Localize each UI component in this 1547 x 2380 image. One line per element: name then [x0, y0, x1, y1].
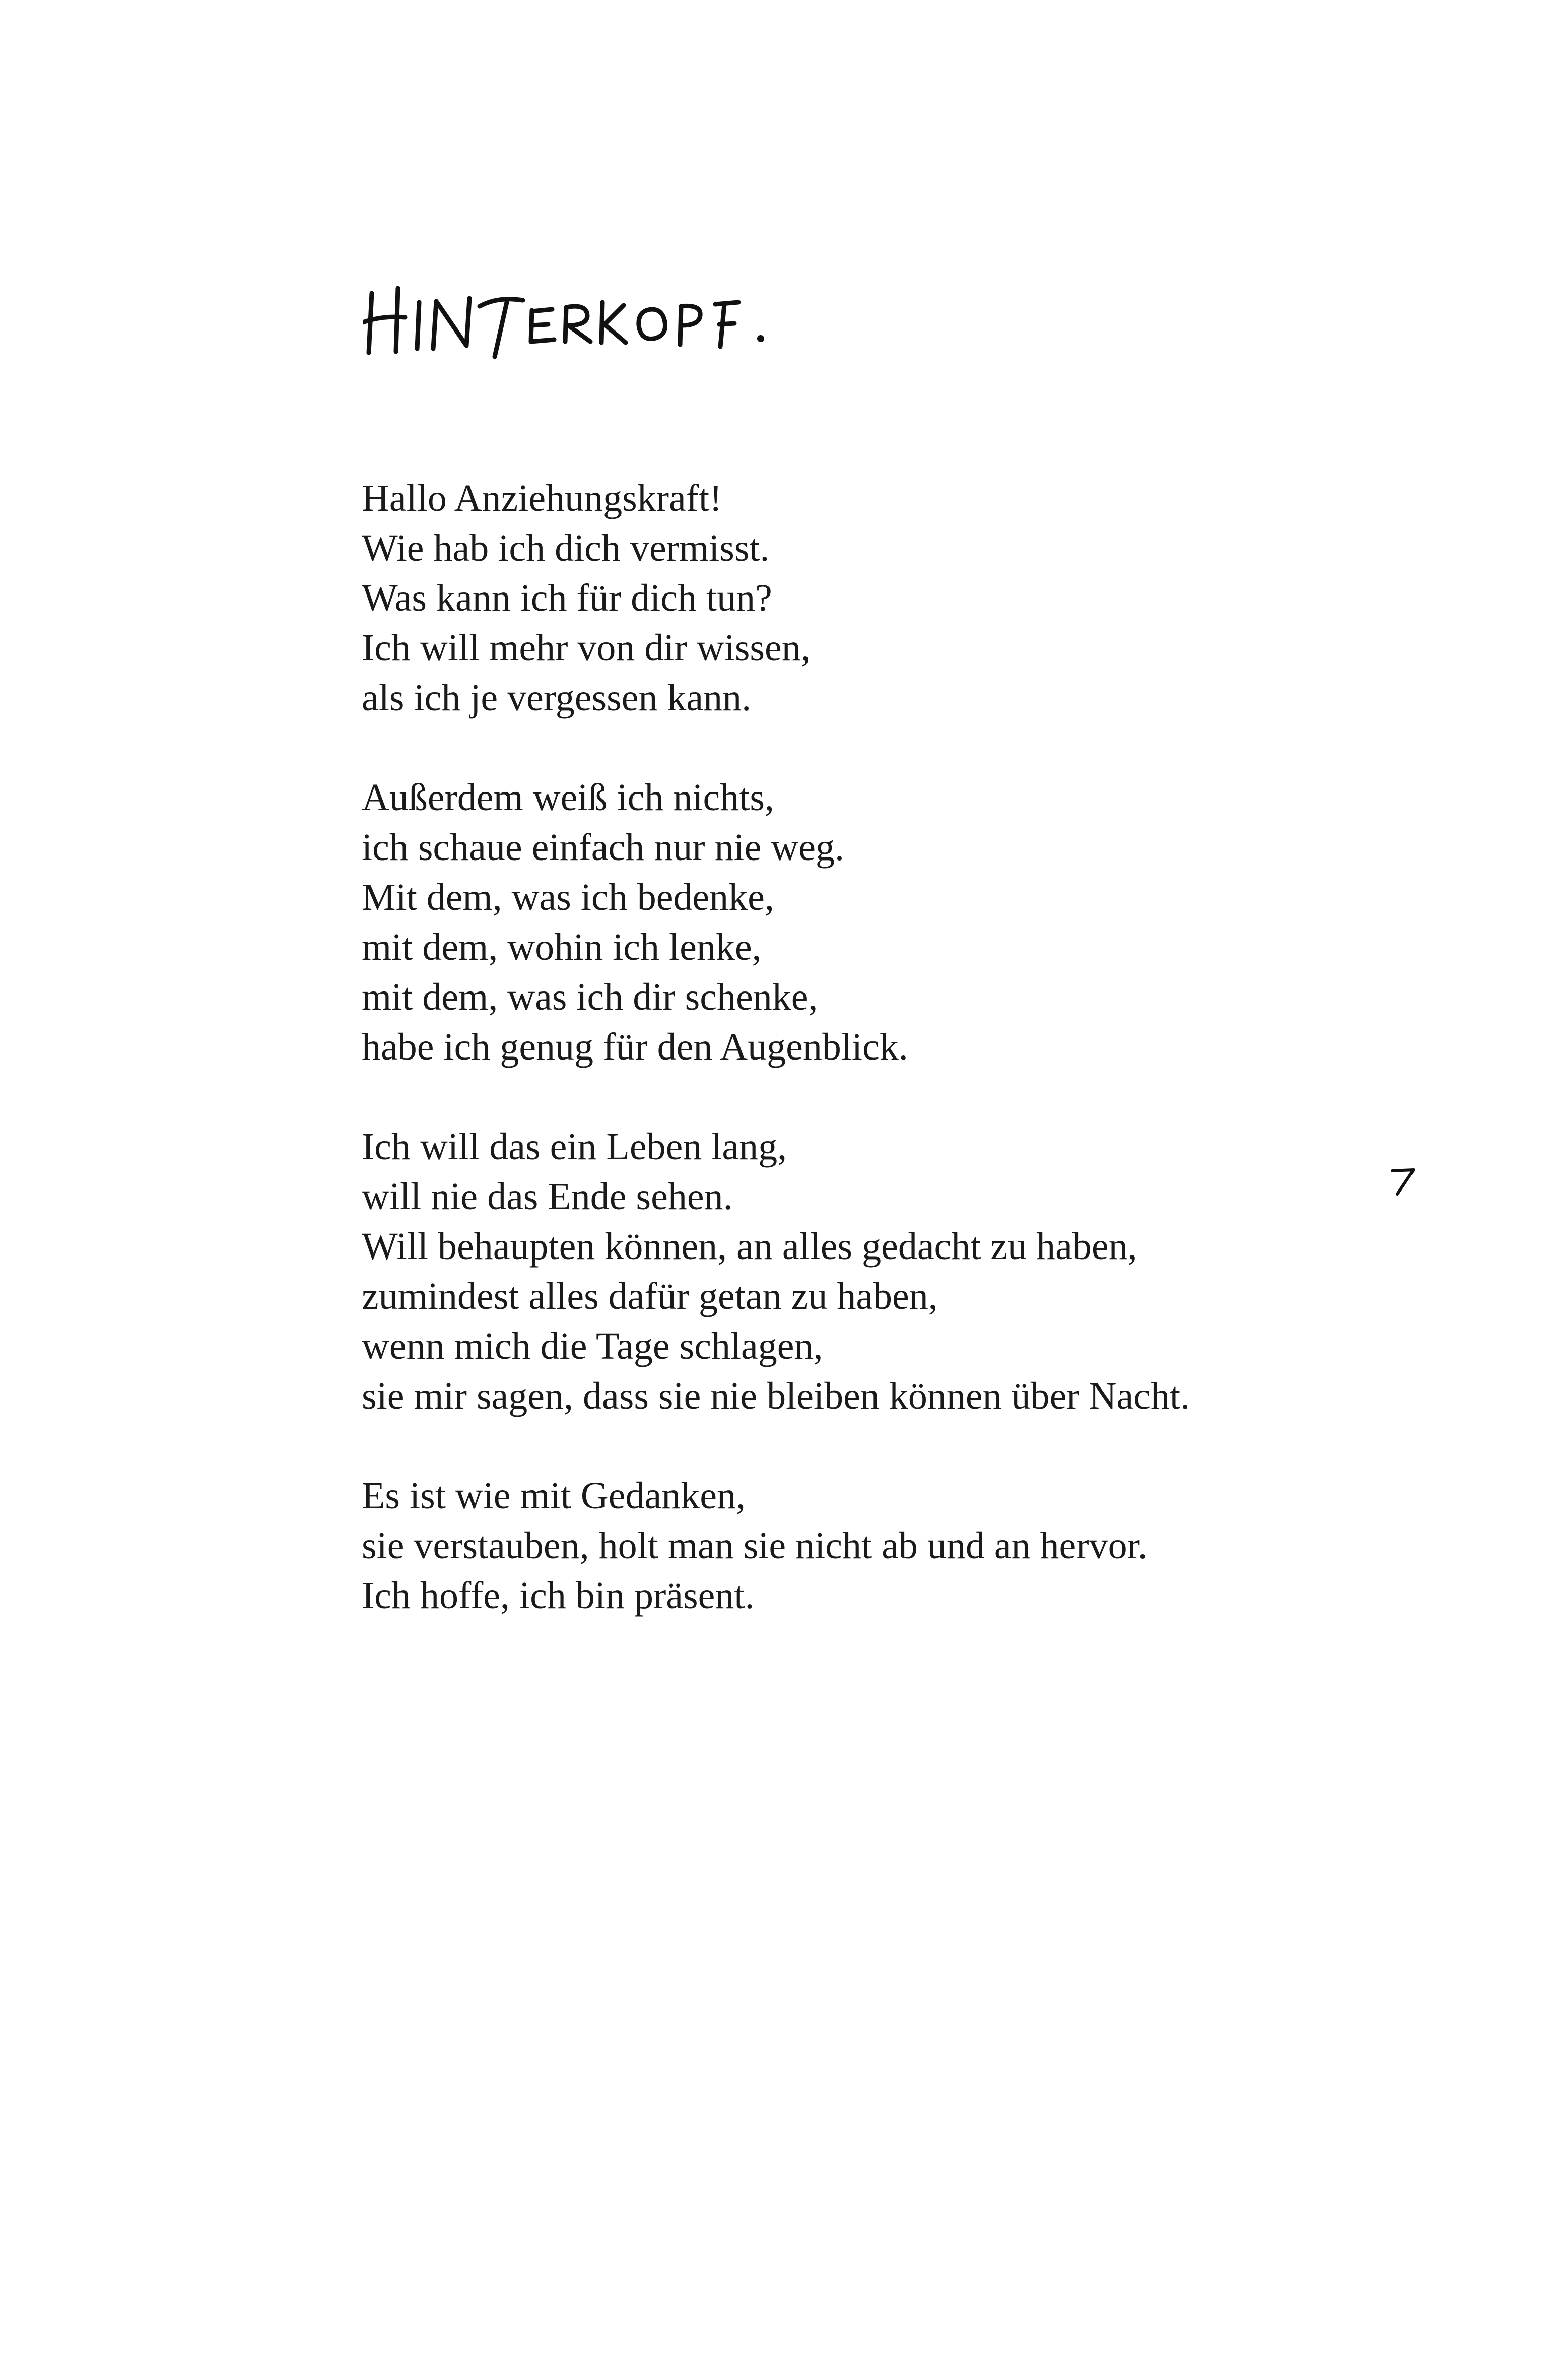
- poem-line: Ich will das ein Leben lang,: [362, 1126, 787, 1168]
- stanza-2: [362, 773, 1319, 1072]
- poem-line: sie mir sagen, dass sie nie bleiben können über Nacht.: [362, 1375, 1190, 1417]
- poem-line: Will behaupten können, an alles gedacht zu haben,: [362, 1225, 1137, 1268]
- poem-line: Ich will mehr von dir wissen,: [362, 627, 811, 669]
- poem-line: Außerdem weiß ich nichts,: [362, 776, 774, 819]
- poem-line: zumindest alles dafür getan zu haben,: [362, 1275, 938, 1317]
- stanza-1: [362, 474, 1319, 723]
- poem-title: [363, 282, 846, 363]
- poem-line: mit dem, was ich dir schenke,: [362, 976, 818, 1018]
- poem-body: [362, 474, 1319, 1671]
- poem-line: will nie das Ende sehen.: [362, 1175, 733, 1218]
- poem-line: habe ich genug für den Augenblick.: [362, 1026, 908, 1068]
- poem-line: Wie hab ich dich vermisst.: [362, 527, 770, 569]
- poem-line: Was kann ich für dich tun?: [362, 577, 772, 619]
- poem-line: sie verstauben, holt man sie nicht ab und an hervor.: [362, 1525, 1148, 1567]
- poem-line: als ich je vergessen kann.: [362, 677, 752, 719]
- poem-line: wenn mich die Tage schlagen,: [362, 1325, 823, 1367]
- poem-line: Ich hoffe, ich bin präsent.: [362, 1574, 755, 1617]
- stanza-3: [362, 1122, 1319, 1421]
- handwritten-title-drawing: [363, 282, 846, 363]
- stanza-4: [362, 1471, 1319, 1621]
- poem-line: Mit dem, was ich bedenke,: [362, 876, 774, 918]
- poem-line: Hallo Anziehungskraft!: [362, 477, 722, 519]
- page-number: [1385, 1164, 1421, 1199]
- poem-line: mit dem, wohin ich lenke,: [362, 926, 762, 968]
- poem-line: ich schaue einfach nur nie weg.: [362, 826, 845, 869]
- poem-line: Es ist wie mit Gedanken,: [362, 1475, 746, 1517]
